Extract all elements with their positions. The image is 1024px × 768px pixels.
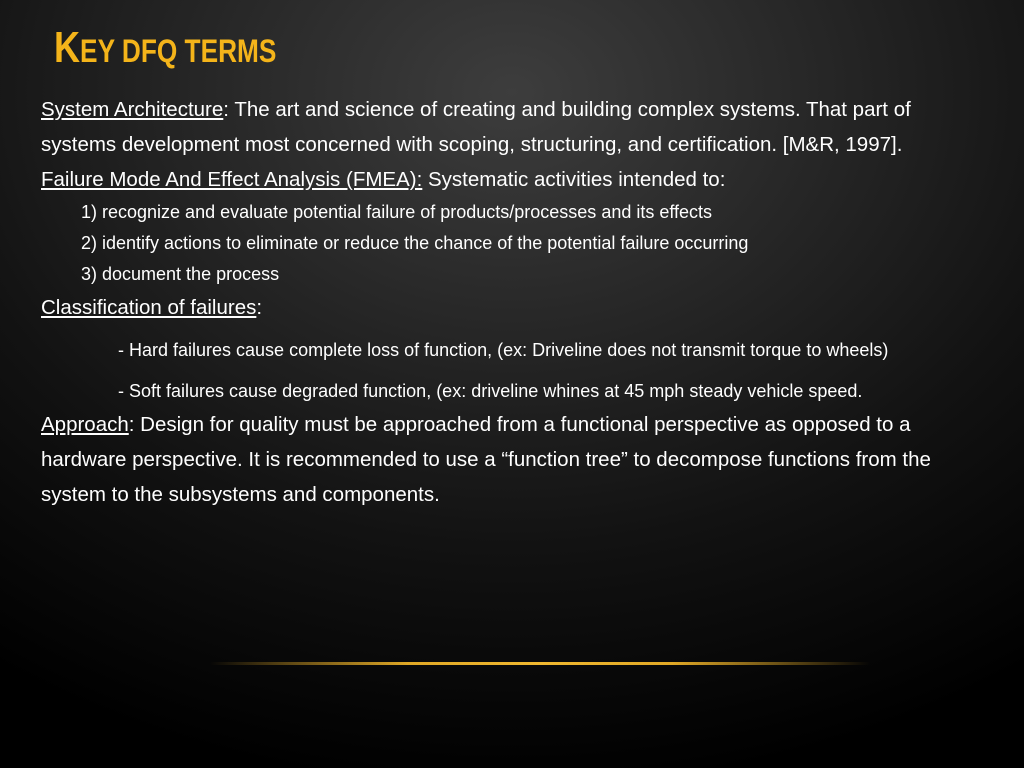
system-architecture-definition: : The art and science of creating and building complex systems. That part of systems development most concerned with scoping, structuring, and certification. [M&R, 1997].: [41, 98, 911, 156]
slide-title: [54, 23, 277, 72]
slide-content: [41, 92, 991, 512]
approach-paragraph: [41, 407, 991, 512]
fmea-definition: Systematic activities intended to:: [422, 168, 726, 191]
fmea-term: Failure Mode And Effect Analysis (FMEA):: [41, 168, 423, 191]
classification-suffix: :: [256, 296, 263, 319]
system-architecture-term: System Architecture: [41, 98, 224, 121]
fmea-item: 2) identify actions to eliminate or reduce the chance of the potential failure occurring: [81, 233, 749, 253]
classification-paragraph: [41, 290, 991, 325]
fmea-item: 3) document the process: [81, 264, 280, 284]
classification-item: - Hard failures cause complete loss of function, (ex: Driveline does not transmit torque to wheels): [118, 340, 889, 360]
fmea-paragraph: [41, 162, 991, 197]
classification-term: Classification of failures: [41, 296, 257, 319]
classification-item: - Soft failures cause degraded function, (ex: driveline whines at 45 mph steady vehicle speed.: [118, 381, 863, 401]
title-first-letter: K: [54, 23, 81, 72]
fmea-item: 1) recognize and evaluate potential failure of products/processes and its effects: [81, 202, 713, 222]
gold-divider: [210, 662, 870, 665]
system-architecture-paragraph: [41, 92, 991, 162]
title-rest: EY DFQ TERMS: [80, 33, 277, 69]
approach-term: Approach: [41, 413, 129, 436]
approach-definition: : Design for quality must be approached from a functional perspective as opposed to a hardware perspective. It is recommended to use a “function tree” to decompose functions from the system to the subsystems and components.: [41, 413, 931, 506]
